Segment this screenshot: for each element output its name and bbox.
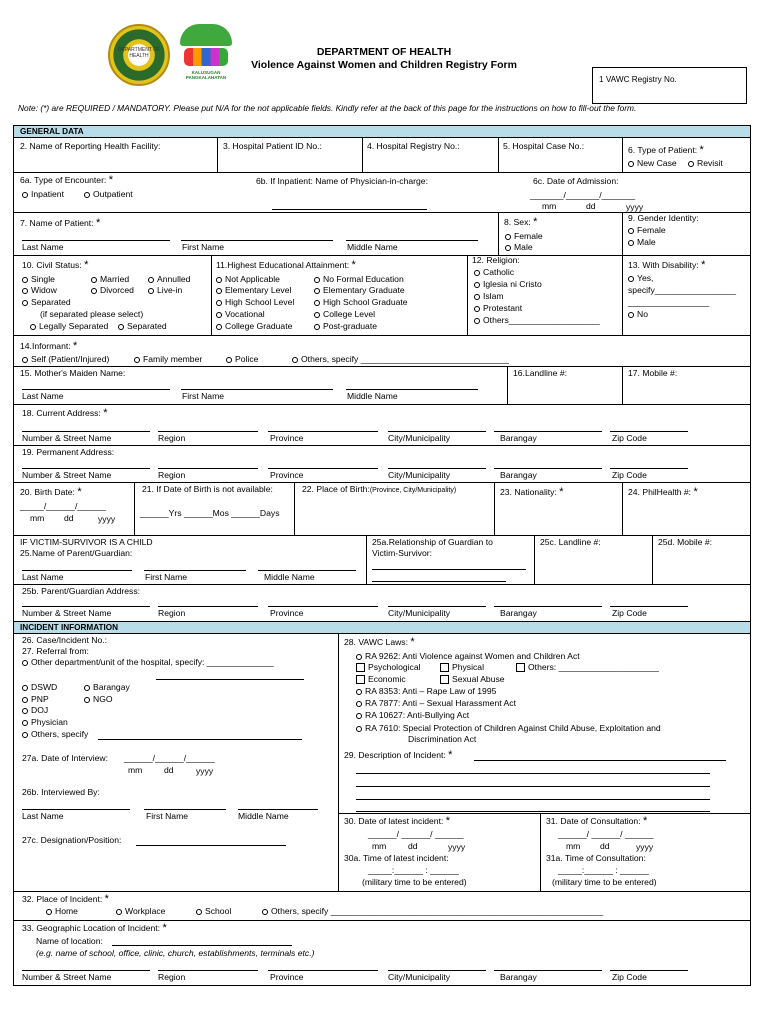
label-barangay-3: Barangay [500,608,537,618]
religion-protestant[interactable]: Protestant [474,304,522,314]
label-f24: 24. PhilHealth #: * [628,486,698,498]
mm-label-5: mm [566,841,581,851]
yyyy-label-2: yyyy [98,514,116,524]
place-home[interactable]: Home [46,907,78,917]
informant-others[interactable]: Others, specify _______________________________ [292,355,509,365]
location-example: (e.g. name of school, office, clinic, church, establishments, terminals etc.) [36,948,315,958]
label-f13: 13. With Disability: * [628,259,706,271]
label-first-2: First Name [182,391,225,401]
kalusugan-logo: KALUSUGAN PANGKALAHATAN [178,24,234,80]
label-f25d: 25d. Mobile #: [658,537,712,547]
label-city-2: City/Municipality [388,470,451,480]
label-street-4: Number & Street Name [22,972,112,982]
label-f26: 26. Case/Incident No.: [22,635,108,645]
label-f9: 9. Gender Identity: [628,213,699,223]
disability-yes[interactable]: Yes, [628,274,653,284]
disability-no[interactable]: No [628,310,648,320]
label-f14: 14.Informant: * [20,340,78,352]
interview-date-input[interactable]: ______/______/______ [124,753,215,763]
civil-livein[interactable]: Live-in [148,286,182,296]
check-economic[interactable]: Economic [356,675,406,685]
patient-type-revisit[interactable]: Revisit [688,159,723,169]
disability-specify[interactable]: specify_________________ [628,285,736,295]
label-f7: 7. Name of Patient: * [20,217,101,229]
informant-self[interactable]: Self (Patient/Injured) [22,355,109,365]
civil-separated[interactable]: Separated [22,298,71,308]
referral-ngo[interactable]: NGO [84,695,113,705]
label-f4: 4. Hospital Registry No.: [367,141,460,151]
yyyy-label-4: yyyy [448,842,466,852]
label-city-3: City/Municipality [388,608,451,618]
label-f31: 31. Date of Consultation: * [546,815,648,827]
label-f29: 29. Description of Incident: * [344,749,453,761]
label-f27a: 27a. Date of Interview: [22,753,108,763]
gender-female[interactable]: Female [628,226,666,236]
label-middle-3: Middle Name [264,572,315,582]
label-f17: 17. Mobile #: [628,368,678,378]
section-general-data: GENERAL DATA [14,126,750,138]
check-physical[interactable]: Physical [440,663,484,673]
label-zip-3: Zip Code [612,608,647,618]
label-f23: 23. Nationality: * [500,486,564,498]
label-f20: 20. Birth Date: * [20,486,82,498]
label-f2: 2. Name of Reporting Health Facility: [20,141,161,151]
mm-label-2: mm [30,513,45,523]
religion-catholic[interactable]: Catholic [474,268,514,278]
law-ra7877[interactable]: RA 7877: Anti – Sexual Harassment Act [356,699,516,709]
label-region-2: Region [158,470,186,480]
label-city: City/Municipality [388,433,451,443]
law-ra8353[interactable]: RA 8353: Anti – Rape Law of 1995 [356,687,496,697]
label-province-3: Province [270,608,304,618]
label-barangay: Barangay [500,433,537,443]
label-f30a: 30a. Time of latest incident: [344,853,449,863]
civil-widow[interactable]: Widow [22,286,57,296]
referral-barangay[interactable]: Barangay [84,683,130,693]
edu-elem-level[interactable]: Elementary Level [216,286,291,296]
consultation-date-input[interactable]: ______/ ______/ ______ [558,829,654,839]
label-f3: 3. Hospital Patient ID No.: [223,141,322,151]
label-f6b: 6b. If Inpatient: Name of Physician-in-charge: [256,176,428,186]
incident-time-input[interactable]: _____:______ : ______ [368,865,459,875]
civil-legally-separated[interactable]: Legally Separated [30,322,108,332]
label-zip-4: Zip Code [612,972,647,982]
label-f11: 11.Highest Educational Attainment: * [216,259,356,271]
label-f30: 30. Date of latest incident: * [344,815,451,827]
place-school[interactable]: School [196,907,231,917]
place-workplace[interactable]: Workplace [116,907,165,917]
dd-label-2: dd [64,513,74,523]
doh-seal-logo: DEPARTMENT OF HEALTH [108,24,170,86]
check-sexual-abuse[interactable]: Sexual Abuse [440,675,505,685]
law-ra10627[interactable]: RA 10627: Anti-Bullying Act [356,711,469,721]
label-first-4: First Name [146,811,189,821]
label-f25a: 25a.Relationship of Guardian to [372,537,493,547]
law-ra9262[interactable]: RA 9262: Anti Violence against Women and Children Act [356,652,580,662]
admission-date-input[interactable]: _______/_______/_______ [530,190,636,200]
label-street-3: Number & Street Name [22,608,112,618]
yyyy-label: yyyy [626,202,644,212]
label-f32: 32. Place of Incident: * [22,893,109,905]
incident-date-input[interactable]: ______/ ______/ ______ [368,829,464,839]
referral-others[interactable]: Others, specify [22,730,88,740]
label-f33: 33. Geographic Location of Incident: * [22,922,167,934]
informant-family[interactable]: Family member [134,355,202,365]
label-f31a: 31a. Time of Consultation: [546,853,646,863]
form-title: Violence Against Women and Children Registry Form [251,59,517,71]
label-province-4: Province [270,972,304,982]
department-title: DEPARTMENT OF HEALTH [316,46,452,58]
religion-inc[interactable]: Iglesia ni Cristo [474,280,542,290]
label-middle-2: Middle Name [347,391,398,401]
religion-islam[interactable]: Islam [474,292,504,302]
label-f25c: 25c. Landline #: [540,537,601,547]
label-f6a: 6a. Type of Encounter: * [20,174,113,186]
label-first: First Name [182,242,225,252]
referral-other-dept[interactable]: Other department/unit of the hospital, specify: ______________ [22,658,274,668]
label-f10: 10. Civil Status: * [22,259,89,271]
edu-hs-grad[interactable]: High School Graduate [314,298,408,308]
label-province-2: Province [270,470,304,480]
mm-label: mm [542,201,557,211]
label-f27: 27. Referral from: [22,646,89,656]
label-f15: 15. Mother's Maiden Name: [20,368,126,378]
age-input[interactable]: ______Yrs ______Mos ______Days [140,508,280,518]
label-child: IF VICTIM-SURVIVOR IS A CHILD [20,537,153,547]
dd-label: dd [586,201,596,211]
label-f25: 25.Name of Parent/Guardian: [20,548,133,558]
label-last: Last Name [22,242,64,252]
edu-not-applicable[interactable]: Not Applicable [216,275,280,285]
edu-college-grad[interactable]: College Graduate [216,322,292,332]
birth-date-input[interactable]: _____/______/______ [20,501,107,511]
label-zip: Zip Code [612,433,647,443]
encounter-inpatient[interactable]: Inpatient [22,190,64,200]
label-f5: 5. Hospital Case No.: [503,141,585,151]
civil-separated-2[interactable]: Separated [118,322,167,332]
mm-label-4: mm [372,841,387,851]
referral-dswd[interactable]: DSWD [22,683,57,693]
label-region-4: Region [158,972,186,982]
label-region-3: Region [158,608,186,618]
if-separated-note: (if separated please select) [40,309,144,319]
vawc-registry-no-field[interactable]: 1 VAWC Registry No. [592,67,747,104]
informant-police[interactable]: Police [226,355,258,365]
edu-hs-level[interactable]: High School Level [216,298,294,308]
label-region: Region [158,433,186,443]
label-f18: 18. Current Address: * [22,407,108,419]
law-ra7610[interactable]: RA 7610: Special Protection of Children Against Child Abuse, Exploitation and [356,724,661,734]
consultation-time-input[interactable]: _____:______ : ______ [558,865,649,875]
label-f8: 8. Sex: * [504,216,538,228]
label-province: Province [270,433,304,443]
referral-doj[interactable]: DOJ [22,706,48,716]
label-f19: 19. Permanent Address: [22,447,115,457]
yyyy-label-3: yyyy [196,766,214,776]
label-f25a-2: Victim-Survivor: [372,548,433,558]
label-f26b: 26b. Interviewed By: [22,787,100,797]
check-psychological[interactable]: Psychological [356,663,421,673]
mm-label-3: mm [128,765,143,775]
label-f12: 12. Religion: [472,255,520,265]
edu-no-formal[interactable]: No Formal Education [314,275,404,285]
label-f21: 21. If Date of Birth is not available: [142,484,273,494]
patient-type-new[interactable]: New Case [628,159,677,169]
label-last-2: Last Name [22,391,64,401]
label-f25b: 25b. Parent/Guardian Address: [22,586,141,596]
instructions-note: Note: (*) are REQUIRED / MANDATORY. Please put N/A for the not applicable fields. Kindly refer at the back of this page for the instructions on how to fill-out the form. [18,103,637,113]
dd-label-3: dd [164,765,174,775]
religion-others[interactable]: Others___________________ [474,316,600,326]
sex-female[interactable]: Female [505,232,543,242]
civil-single[interactable]: Single [22,275,55,285]
label-middle: Middle Name [347,242,398,252]
label-f6: 6. Type of Patient: * [628,144,704,156]
label-f28: 28. VAWC Laws: * [344,636,415,648]
label-city-4: City/Municipality [388,972,451,982]
dd-label-5: dd [600,841,610,851]
label-street-2: Number & Street Name [22,470,112,480]
label-barangay-4: Barangay [500,972,537,982]
label-f22: 22. Place of Birth:(Province, City/Municipality) [302,484,457,494]
sex-male[interactable]: Male [505,243,533,253]
yyyy-label-5: yyyy [636,842,654,852]
encounter-outpatient[interactable]: Outpatient [84,190,133,200]
label-middle-4: Middle Name [238,811,289,821]
law-ra7610-cont: Discrimination Act [408,734,477,744]
civil-married[interactable]: Married [91,275,129,285]
disability-specify-line[interactable]: _________________ [628,297,710,307]
label-f16: 16.Landline #: [513,368,567,378]
referral-physician[interactable]: Physician [22,718,68,728]
civil-annulled[interactable]: Annulled [148,275,190,285]
label-last-4: Last Name [22,811,64,821]
label-f6c: 6c. Date of Admission: [533,176,619,186]
dd-label-4: dd [408,841,418,851]
label-zip-2: Zip Code [612,470,647,480]
section-incident-info: INCIDENT INFORMATION [14,621,750,634]
label-last-3: Last Name [22,572,64,582]
label-barangay-2: Barangay [500,470,537,480]
edu-elem-grad[interactable]: Elementary Graduate [314,286,405,296]
referral-pnp[interactable]: PNP [22,695,49,705]
gender-male[interactable]: Male [628,238,656,248]
label-f27c: 27c. Designation/Position: [22,835,122,845]
place-others[interactable]: Others, specify _________________________________________________________ [262,907,603,917]
label-first-3: First Name [145,572,188,582]
check-others[interactable]: Others: _____________________ [516,663,659,673]
edu-post-grad[interactable]: Post-graduate [314,322,377,332]
military-note-2: (military time to be entered) [552,877,657,887]
label-location-name: Name of location: [36,936,103,946]
edu-vocational[interactable]: Vocational [216,310,265,320]
edu-college-level[interactable]: College Level [314,310,375,320]
label-street: Number & Street Name [22,433,112,443]
military-note-1: (military time to be entered) [362,877,467,887]
civil-divorced[interactable]: Divorced [91,286,134,296]
